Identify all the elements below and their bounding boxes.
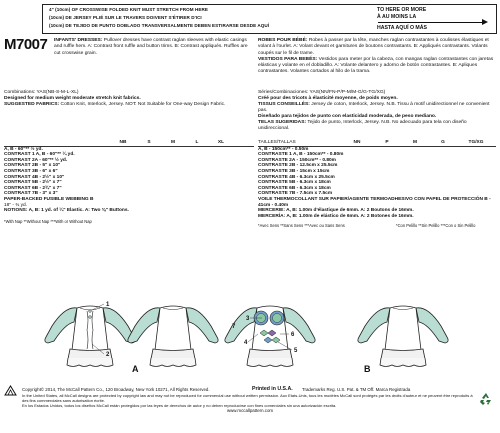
row-label: CONTRASTE 4B - 6.3cm x 25.5cm [258,174,335,180]
notions-text-en: NOTIONS: A, B: 1 yd. of ¼" Elastic. A: Two ⅜" Buttons. [4,208,129,214]
table-row [258,197,496,208]
footer-legal-es: En los Estados Unidos, todos los diseños McCall están protegidos por las leyes de derechos de autor y no deben reproducirse con fines comerciales sin una autorización escrita. [22,403,337,408]
row-label: CONTRAST 6B - 2¾" x 7" [4,185,62,191]
telas-text: Tejido de punto, Interlock, Jersey. N.B. No adecuado para tela con diseño unidireccional. [258,119,467,131]
arrow-line-2: À AU MOINS LA [377,14,417,20]
stretch-arrow-icon [378,22,486,23]
notions-en [4,208,254,215]
size-header-row-en [4,140,254,147]
suggested-text-en: Cotton Knit, Interlock, Jersey. NOT: Not Suitable for One-way Design Fabric. [59,102,226,108]
trademark-text: Trademarks Reg. U.S. Pat. & TM Off. Marca Registrada [302,387,411,392]
row-label: A, B - 60"** ½ yd. [4,146,43,152]
stretch-line-3: (10cm) DE TEJIDO DE PUNTO DOBLADO TRANSVERSALMENTE DEBEN ESTIRARSE DESDE AQUÍ [49,23,270,28]
callout-number: 7 [232,324,236,330]
row-label: PAPER-BACKED FUSIBLE WEBBING B [4,196,94,202]
row-label: 18" - ¾ yd. [4,202,28,208]
english-details [4,90,254,108]
suggested-fabrics-en [4,102,254,108]
description-en [54,38,254,57]
description-fr-label: ROBES POUR BÉBÉ: [258,38,308,43]
callout-number: 4 [244,340,248,346]
row-label: VOILE THERMOCOLLANT SUR PAPIER/AGENTE TERMOADHESIVO CON PAPEL DE PROTECCIÓN B - 41cm - 0.40m [258,196,491,208]
combinations-es: Séries/Combinaciones: YAS(NN/FN-P/P-M/M-G/G-TG/XG) [258,90,386,95]
stretch-line-1: 4" (10cm) OF CROSSWISE FOLDED KNIT MUST STRETCH FROM HERE [49,7,208,12]
callout-number: 5 [294,348,298,354]
view-label-b: B [364,364,371,374]
size-header-cell: TG/XG [468,140,484,145]
stretch-gauge-box [42,4,375,34]
combinations-en: Combinations: YAS(NB-S-M-L-XL) [4,90,79,95]
suggested-label-en: SUGGESTED FABRICS: [4,102,60,108]
row-label: MERCERIE: A, B: 1.00m d'élastique de 6mm. A: 2 Boutons de 16mm. [258,207,414,213]
stretch-line-2: (10cm) DE JERSEY PLIÉ SUR LE TRAVERS DOIVENT S'ÉTIRER D'ICI [49,15,202,20]
dress-b-front [225,306,315,367]
footer-legal-en-fr: In the United States, all McCall designs are protected by copyright law and may not be reproduced for commercial use without written permission. Aux Etats-Unis, tous les modèles McCall sont protégés par les droits d'auteur et ne peuvent être reproduits à des fins commerciales sans autorisation écrite. [22,393,473,403]
size-header-cell: NN [353,140,361,145]
callout-number: 1 [106,302,110,308]
footer [4,387,496,413]
tissus-fr [258,102,496,114]
description-es [258,57,498,76]
row-label: CONTRAST 3B - 6" x 6" [4,168,58,174]
table-row [258,214,496,220]
row-label: CONTRASTE 5B - 6.3cm x 18cm [258,180,331,186]
description-es-label: VESTIDOS PARA BEBÉS: [258,56,318,62]
nap-note-en: *With Nap **Without Nap ***With or Without Nap [4,219,92,225]
row-label: CONTRASTE 2B - 12.5cm x 25.5cm [258,163,338,169]
callout-number: 2 [106,352,110,358]
dress-illustration [8,296,492,376]
description-en-text: Pullover dresses have contrast raglan sleeves with elastic casings and ruffle hem. A: Contrast front ruffle and button trims. B: Contrast appliqués. Ruffles are cut crosswise grain. [54,38,248,56]
yardage-table-en [4,140,254,225]
row-label: CONTRASTE 1 A, B - 150cm** - 0.80m [258,152,344,158]
dress-b-back [358,306,448,367]
row-label: CONTRAST 2B - 5" x 10" [4,163,61,169]
telas-label: TELAS SUGERIDAS: [258,119,307,125]
row-label: CONTRASTE 7B - 7.5cm x 7.5cm [258,191,333,197]
row-label: CONTRASTE 6B - 6.3cm x 18cm [258,185,331,191]
printed-text: Printed in U.S.A. [252,386,293,392]
designed-fr: Créé pour des tricots à élasticité moyenne, de poids moyen. [258,95,398,101]
description-fr-text: Robes à passer par la tête, manches raglan contrastantes à coulisses élastiques et volant à l'ourlet. A: Volant devant et garnitures de boutons contrastants. B: Appliqués contrastants. Volants coupés sur le fil de trame. [258,38,489,56]
size-header-cell: M [413,140,417,145]
yardage-table-es [258,140,496,229]
designed-es: Diseñado para tejidos de punto con elasticidad moderada, de peso mediano. [258,113,437,119]
dress-a-front [45,306,135,367]
size-header-cell: L [195,140,199,145]
english-column [54,38,254,57]
size-header-cell: S [147,140,151,145]
size-header-label-es: TAILLES/TALLAS [258,140,296,145]
designed-for-en: Designed for medium weight moderate stretch knit fabrics. [4,96,141,102]
arrow-line-3: HASTA AQUÍ O MÁS [377,25,427,31]
size-header-cell: P [385,140,389,145]
size-header-cell: G [441,140,445,145]
website-text: www.mccallpattern.com [226,408,274,413]
nap-note-fr: *Avec Sens **Sans Sens ***Avec ou Sans Sens [258,223,345,229]
row-label: CONTRASTE 2A - 150cm** - 0.80m [258,157,336,163]
description-es-text: Vestidos para meter por la cabeza, con mangas raglan contrastantes con jaretas elásticas y volante en el dobladillo. A: Volante delantero y adorno de botón contrastantes. B: Apliques contrastantes. Volantes cortados al hilo de la trama. [258,56,494,75]
row-label: CONTRAST 1 A, B - 60"** ¼ yd. [4,152,75,158]
row-label: CONTRASTE 3B - 15cm x 15cm [258,168,330,174]
row-label: MERCERÍA: A, B: 1.00m de elástico de 6mm. A: 2 Botones de 16mm. [258,213,414,219]
nap-note-es: *Con Pelillo **Sin Pelillo ***Con o Sin Pelillo [396,223,476,229]
description-en-label: INFANTS' DRESSES: [54,38,103,43]
mccall-logo-icon [4,385,17,396]
stretch-arrow-box [373,4,497,34]
size-header-cell: NB [119,140,127,145]
callout-number: 6 [291,332,295,338]
row-label: A, B - 150cm** - 0.50m [258,146,309,152]
copyright-text: Copyright© 2014, The McCall Pattern Co., 120 Broadway, New York 10271, All Rights Reserved. [22,387,210,392]
size-header-cell: XL [217,140,225,145]
description-fr [258,38,498,57]
view-label-a: A [132,364,139,374]
pattern-number: M7007 [4,36,48,53]
arrow-line-1: TO HERE OR MORE [377,7,427,13]
row-label: CONTRAST 4B - 2½" x 10" [4,174,65,180]
callout-number: 3 [246,316,250,322]
dress-a-back [128,306,218,367]
row-label: CONTRAST 2A - 60"** ½ yd. [4,157,68,163]
size-header-cell: M [171,140,175,145]
size-header-row-es [258,140,496,147]
footer-line-1 [4,387,496,393]
recycle-icon [478,391,494,407]
row-label: CONTRAST 7B - 3" x 3" [4,191,58,197]
tissus-label: TISSUS CONSEILLÉS: [258,101,310,107]
spanish-column [258,38,498,76]
row-label: CONTRAST 5B - 2½" x 7" [4,180,62,186]
telas-es [258,120,496,132]
nap-notes-es [258,223,496,229]
tissus-text: Jersey de coton, Interlock, Jersey. N.B. Tissu à motif unidirectionnel ne convenient pas. [258,101,490,113]
spanish-details [258,90,496,132]
